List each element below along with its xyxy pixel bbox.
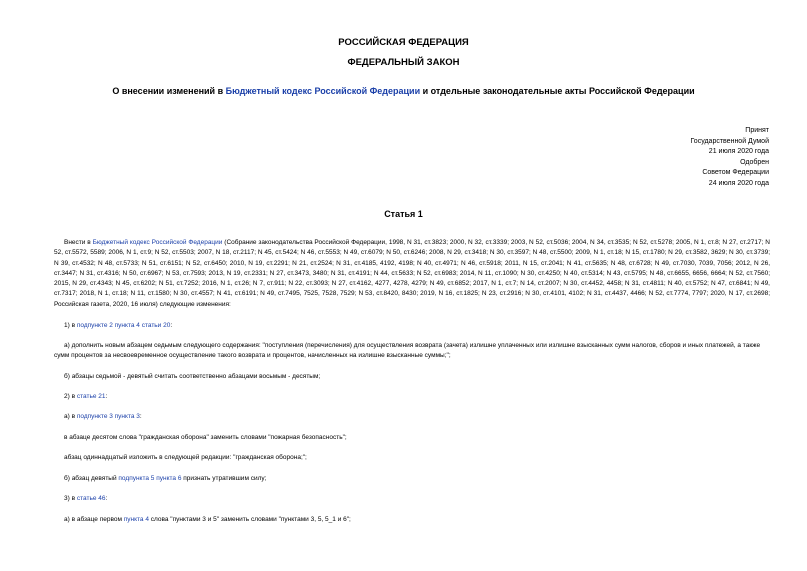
- adoption-line: Принят: [745, 127, 769, 134]
- item-2: [54, 392, 770, 402]
- item-text: 1) в: [64, 322, 77, 329]
- item-1: [54, 321, 770, 331]
- adoption-line: Государственной Думой: [690, 137, 769, 145]
- item-2b-link[interactable]: подпункта 5 пункта 6: [118, 475, 182, 482]
- item-1b: б) абзацы седьмой - девятый считать соответственно абзацами восьмым - десятым;: [64, 373, 321, 380]
- item-text: признать утратившим силу;: [181, 475, 267, 482]
- item-2a-link[interactable]: подпункте 3 пункта 3: [76, 413, 140, 420]
- item-2a-1: в абзаце десятом слова "гражданская оборона" заменить словами "пожарная безопасность";: [64, 434, 347, 441]
- item-text: :: [105, 495, 108, 502]
- item-2a-2: абзац одиннадцатый изложить в следующей редакции: "гражданская оборона;";: [64, 454, 307, 461]
- item-1a: а) дополнить новым абзацем седьмым следующего содержания: "поступления (перечисления) для осуществления возврата (зачета) излишне уплаченных или излишне взысканных сумм налогов, сборов и иных платежей, а также сумм процентов за несвоевременное осуществление такого возврата и процентов, начисленных на излишне взысканные суммы;";: [54, 342, 761, 360]
- item-2b: [54, 474, 770, 484]
- item-text: а) в абзаце первом: [64, 516, 124, 523]
- article-intro-paragraph: [54, 238, 770, 310]
- item-1-link[interactable]: подпункте 2 пункта 4 статьи 20: [76, 322, 171, 329]
- intro-text-before: Внести в: [64, 239, 93, 246]
- item-3-link[interactable]: статье 46: [76, 495, 106, 502]
- item-2-link[interactable]: статье 21: [76, 393, 106, 400]
- adoption-line: Одобрен: [740, 158, 769, 166]
- adoption-line: 21 июля 2020 года: [708, 148, 769, 155]
- item-text: 3) в: [64, 495, 77, 502]
- title-text-after: и отдельные законодательные акты Российской Федерации: [420, 86, 695, 96]
- item-text: 2) в: [64, 393, 77, 400]
- item-text: слова "пунктами 3 и 5" заменить словами "пунктами 3, 5, 5_1 и 6";: [148, 516, 351, 523]
- item-2a: [54, 412, 770, 422]
- adoption-block: [569, 126, 769, 189]
- item-text: :: [170, 322, 173, 329]
- document-title: [0, 86, 807, 96]
- item-text: :: [105, 393, 108, 400]
- item-3a-link[interactable]: пункта 4: [123, 516, 149, 523]
- document-country: РОССИЙСКАЯ ФЕДЕРАЦИЯ: [338, 37, 469, 48]
- item-3a: [54, 515, 770, 525]
- item-text: а) в: [64, 413, 77, 420]
- intro-text-after: (Собрание законодательства Российской Федерации, 1998, N 31, ст.3823; 2000, N 32, ст.3339; 2003, N 52, ст.5036; 2004, N 34, ст.3535; N 52, ст.5278; 2005, N 1, ст.8; N 27, ст.2717; N 52, ст.5572, 5589; 2006, N 1, ст.9; N 52, ст.5503; 2007, N 18, ст.2117; N 45, ст.5424; N 46, ст.5553; N 49, ст.6079; N 50, ст.6246; 2008, N 29, ст.3418; N 30, ст.3597; N 48, ст.5500; 2009, N 1, ст.18; N 15, ст.1780; N 29, ст.3582, 3629; N 30, ст.3739; N 39, ст.4532; N 48, ст.5733; N 51, ст.6151; N 52, ст.6450; 2010, N 19, ст.2291; N 21, ст.2524; N 31, ст.4185, 4192, 4198; N 40, ст.4971; N 46, ст.5918; 2011, N 15, ст.2041; N 41, ст.5635; N 48, ст.6728; N 49, ст.7030, 7039, 7056; 2012, N 26, ст.3447; N 31, ст.4316; N 50, ст.6967; N 53, ст.7593; 2013, N 19, ст.2331; N 27, ст.3473, 3480; N 31, ст.4191; N 44, ст.5633; N 52, ст.6983; 2014, N 11, ст.1090; N 30, ст.4250; N 40, ст.5314; N 43, ст.5795; N 48, ст.6655, 6656, 6664; N 52, ст.7560; 2015, N 29, ст.4343; N 45, ст.6202; N 51, ст.7252; 2016, N 1, ст.26; N 7, ст.911; N 22, ст.3093; N 27, ст.4162, 4277, 4278, 4279; N 49, ст.6852; 2017, N 1, ст.7; N 14, ст.2007; N 30, ст.4452, 4458; N 31, ст.4811; N 40, ст.5752; N 47, ст.6841; N 49, ст.7317; 2018, N 1, ст.18; N 11, ст.1580; N 30, ст.4557; N 41, ст.6191; N 49, ст.7495, 7525, 7528, 7529; N 53, ст.8420, 8430; 2019, N 16, ст.1825; N 23, ст.2916; N 30, ст.4101, 4102; N 31, ст.4437, 4466; N 52, ст.7774, 7797; 2020, N 17, ст.2698; Российская газета, 2020, 16 июля) следующие изменения:: [54, 239, 770, 308]
- item-3: [54, 494, 770, 504]
- item-text: :: [139, 413, 142, 420]
- title-text-before: О внесении изменений в: [112, 86, 226, 96]
- document-law-type: ФЕДЕРАЛЬНЫЙ ЗАКОН: [347, 57, 460, 68]
- budget-code-link[interactable]: Бюджетный кодекс Российской Федерации: [92, 239, 223, 246]
- item-text: б) абзац девятый: [64, 475, 119, 482]
- article-heading: Статья 1: [384, 209, 423, 219]
- adoption-line: 24 июля 2020 года: [708, 179, 769, 187]
- budget-code-title-link[interactable]: Бюджетный кодекс Российской Федерации: [225, 86, 421, 96]
- adoption-line: Советом Федерации: [702, 169, 769, 176]
